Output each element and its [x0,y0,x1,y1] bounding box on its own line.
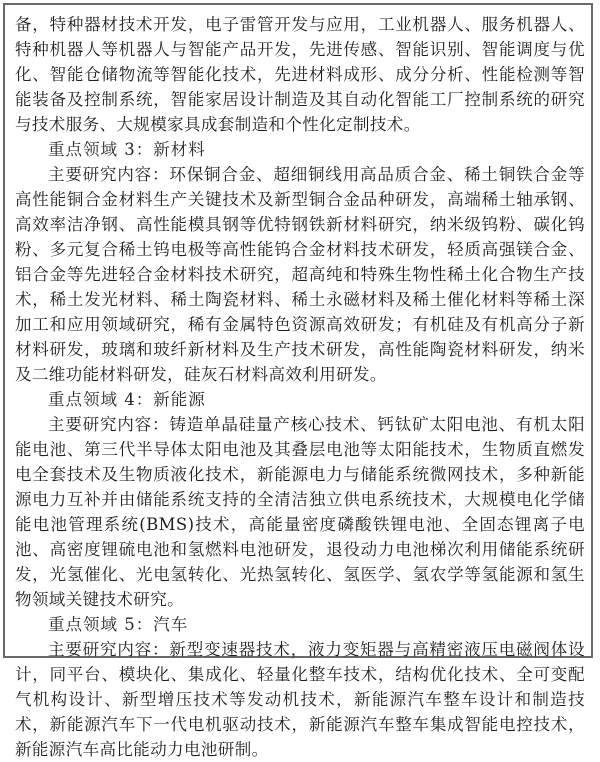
heading-focus-area-5: 重点领域 5：汽车 [48,615,189,634]
paragraph-automotive: 主要研究内容：新型变速器技术，液力变矩器与高精密液压电磁阀体设计，同平台、模块化、集成化、轻量化整车技术，结构优化技术、全可变配气机构设计、新型增压技术等发动机技术，新能源汽车整车设计和制造技术，新能源汽车下一代电机驱动技术，新能源汽车整车集成智能电控技术，新能源汽车高比能动力电池研制。 [15,640,585,759]
paragraph-continuation-smart-manufacturing: 备，特种器材技术开发，电子雷管开发与应用，工业机器人、服务机器人、特种机器人等机器人与智能产品开发，先进传感、智能识别、智能调度与优化、智能仓储物流等智能化技术，先进材料成形、成分分析、性能检测等智能装备及控制系统，智能家居设计制造及其自动化智能工厂控制系统的研究与技术服务、大规模家具成套制造和个性化定制技术。 [15,15,585,134]
paragraph-new-energy: 主要研究内容：铸造单晶硅量产核心技术、钙钛矿太阳电池、有机太阳能电池、第三代半导体太阳电池及其叠层电池等太阳能技术，生物质直燃发电全套技术及生物质液化技术，新能源电力与储能系统微网技术，多种新能源电力互补并由储能系统支持的全清洁独立供电系统技术，大规模电化学储能电池管理系统(BMS)技术，高能量密度磷酸铁锂电池、全固态锂离子电池、高密度锂硫电池和氢燃料电池研发，退役动力电池梯次利用储能系统研发，光氢催化、光电氢转化、光热氢转化、氢医学、氢农学等氢能源和氢生物领域关键技术研究。 [15,415,585,609]
paragraph-new-materials: 主要研究内容：环保铜合金、超细铜线用高品质合金、稀土铜铁合金等高性能铜合金材料生产关键技术及新型铜合金品种研发，高端稀土轴承钢、高效率洁净钢、高性能模具钢等优特钢铁新材料研究，纳米级钨粉、碳化钨粉、多元复合稀土钨电极等高性能钨合金材料技术研发，轻质高强镁合金、铝合金等先进轻合金材料技术研究，超高纯和特殊生物性稀土化合物生产技术，稀土发光材料、稀土陶瓷材料、稀土永磁材料及稀土催化材料等稀土深加工和应用领域研究，稀有金属特色资源高效研发；有机硅及有机高分子新材料研发，玻璃和玻纤新材料及生产技术研发，高性能陶瓷材料研发，纳米及二维功能材料研发，硅灰石材料高效利用研发。 [15,165,585,384]
document-body [15,12,585,762]
heading-focus-area-3: 重点领域 3：新材料 [48,140,206,159]
text-box-frame [3,3,593,759]
heading-focus-area-4: 重点领域 4：新能源 [48,390,206,409]
